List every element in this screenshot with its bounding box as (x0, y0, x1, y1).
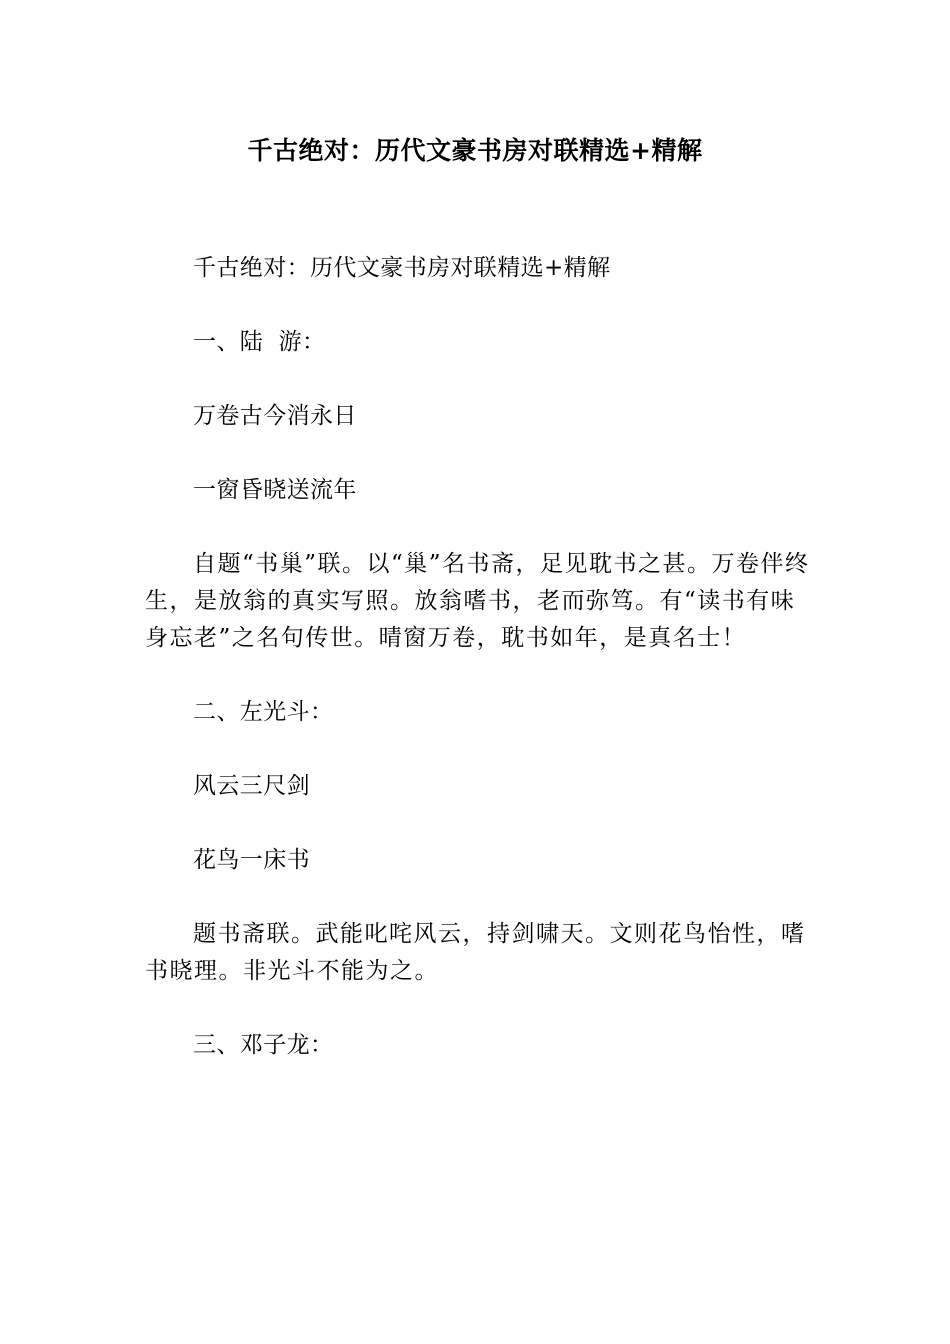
document-body (145, 250, 810, 1101)
commentary-paragraph: 题书斋联。武能叱咤风云，持剑啸天。文则花鸟怡性，嗜书晓理。非光斗不能为之。 (145, 921, 806, 984)
section-heading-zuo-guangdou: 二、左光斗： (193, 699, 334, 725)
couplet-line: 风云三尺剑 (193, 773, 310, 799)
document-title: 千古绝对：历代文豪书房对联精选+精解 (247, 136, 703, 165)
couplet-line: 一窗昏晓送流年 (193, 477, 357, 503)
couplet-line: 花鸟一床书 (193, 847, 310, 873)
paragraph-subtitle: 千古绝对：历代文豪书房对联精选+精解 (193, 255, 611, 281)
section-heading-lu-you: 一、陆 游： (193, 329, 326, 355)
couplet-line: 万卷古今消永日 (193, 403, 357, 429)
section-heading-deng-zilong: 三、邓子龙： (193, 1032, 334, 1058)
commentary-paragraph: 自题“书巢”联。以“巢”名书斋，足见耽书之甚。万卷伴终生，是放翁的真实写照。放翁嗜书，老而弥笃。有“读书有味身忘老”之名句传世。晴窗万卷，耽书如年，是真名士！ (145, 551, 810, 651)
